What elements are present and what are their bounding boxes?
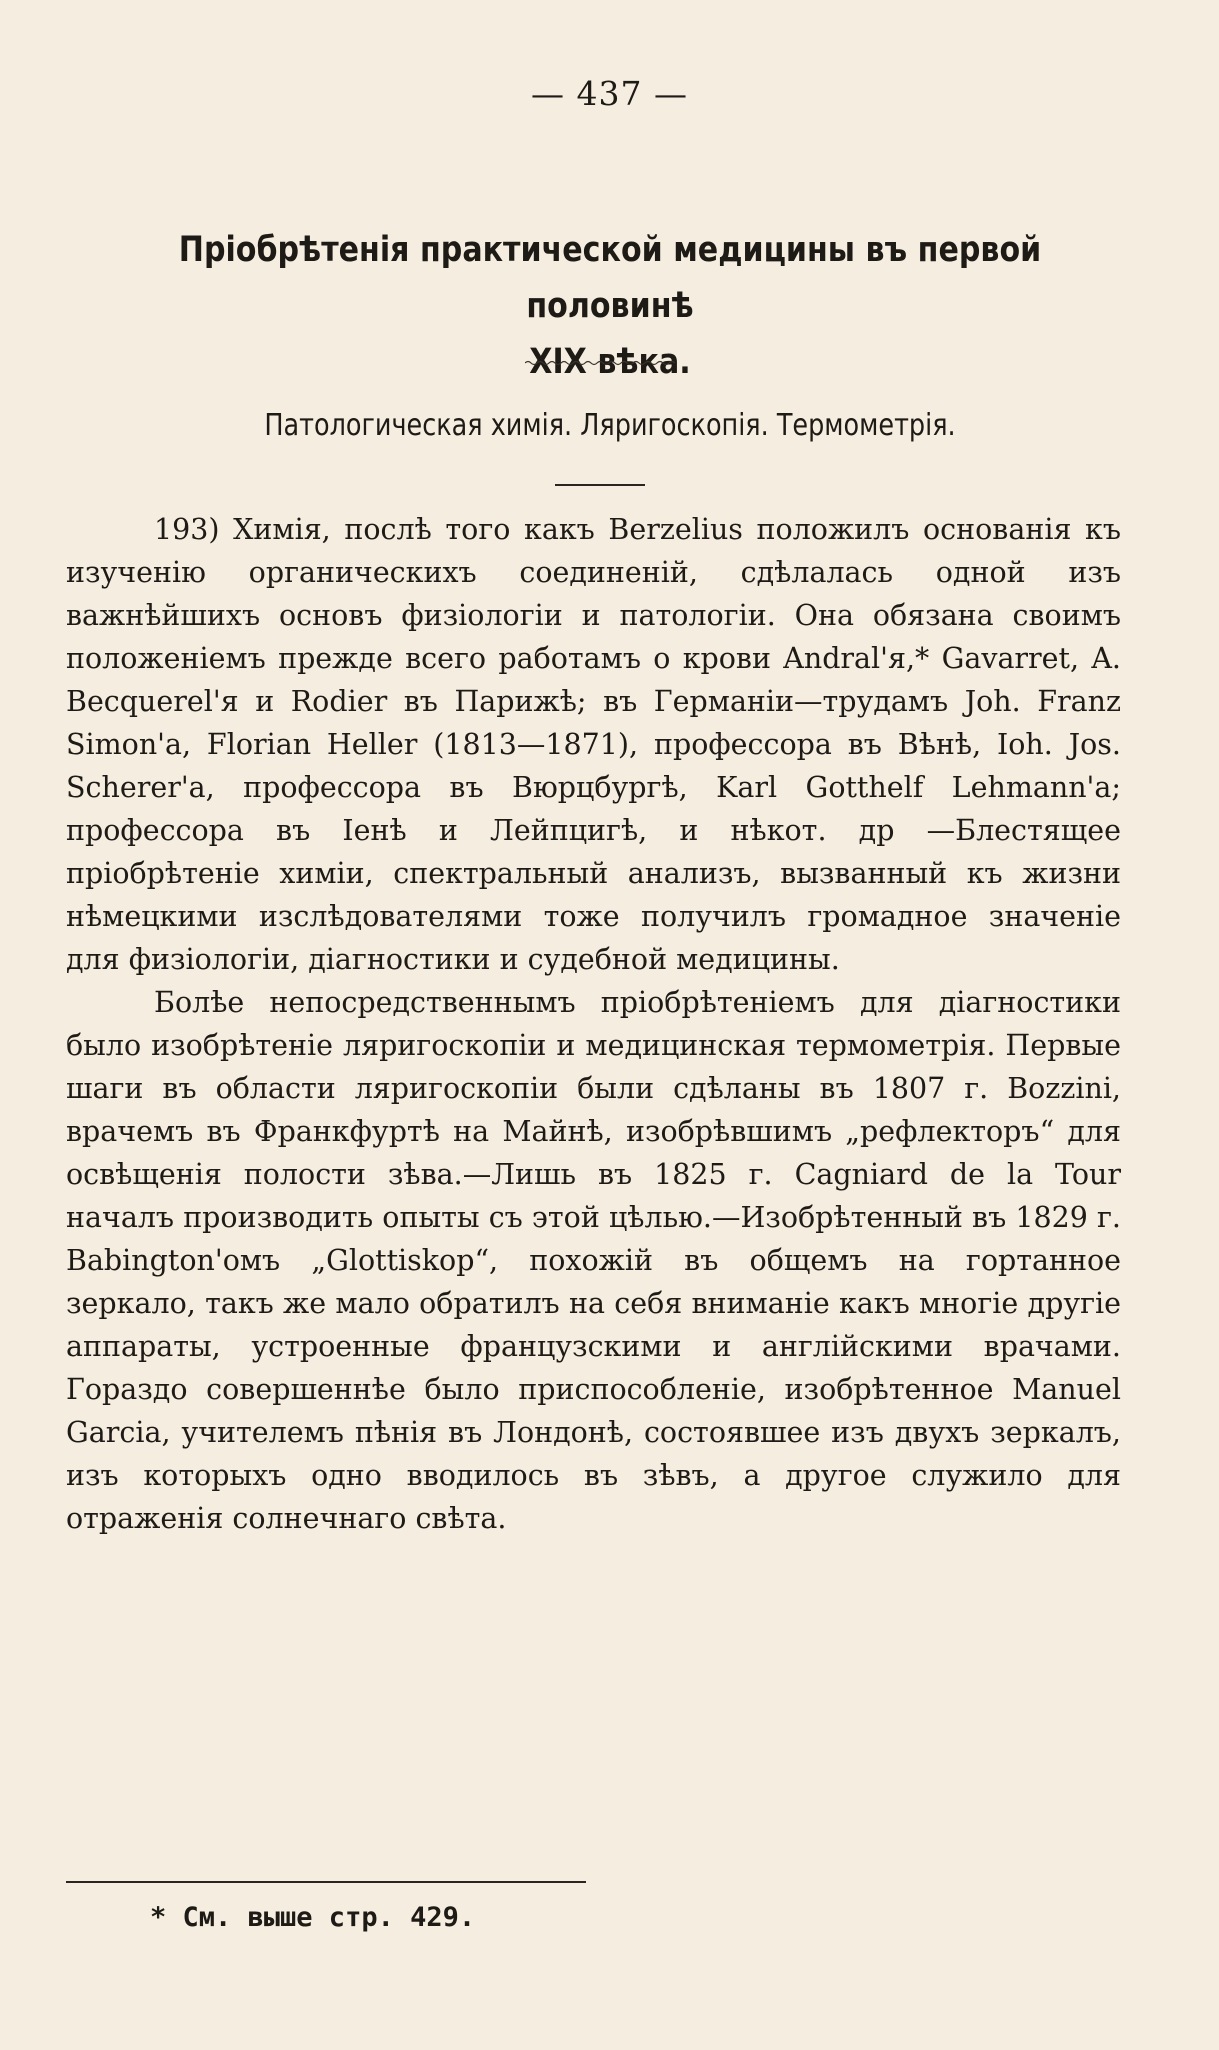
chapter-title-line-2: XIX вѣка.: [529, 342, 691, 382]
decorative-wavy-rule: [525, 360, 675, 366]
section-subtitle: Патологическая химія. Ляригоскопія. Термометрія.: [264, 408, 956, 443]
subtitle-divider: [555, 484, 645, 486]
chapter-title-line-1: Пріобрѣтенія практической медицины въ первой половинѣ: [178, 230, 1042, 326]
paragraph-2: Болѣе непосредственнымъ пріобрѣтеніемъ для діагностики было изобрѣтеніе ляригоскопіи и медицинская термометрія. Первые шаги въ области ляригоскопіи были сдѣланы въ 1807 г. Bozzini, врачемъ въ Франкфуртѣ на Майнѣ, изобрѣвшимъ „рефлекторъ“ для освѣщенія полости зѣва.—Лишь въ 1825 г. Cagniard de la Tour началъ производить опыты съ этой цѣлью.—Изобрѣтенный въ 1829 г. Babington'омъ „Glottiskop“, похожій въ общемъ на гортанное зеркало, такъ же мало обратилъ на себя вниманіе какъ многіе другіе аппараты, устроенные французскими и англійскими врачами. Гораздо совершеннѣе было приспособленіе, изобрѣтенное Manuel Garcia, учителемъ пѣнія въ Лондонѣ, состоявшее изъ двухъ зеркалъ, изъ которыхъ одно вводилось въ зѣвъ, а другое служило для отраженія солнечнаго свѣта.: [66, 986, 1121, 1535]
body-text: [66, 508, 1121, 1540]
page-number: — 437 —: [531, 74, 688, 113]
footnote: * См. выше стр. 429.: [150, 1902, 476, 1933]
paragraph-1: 193) Химія, послѣ того какъ Berzelius положилъ основанія къ изученію органическихъ соединеній, сдѣлалась одной изъ важнѣйшихъ основъ физіологіи и патологіи. Она обязана своимъ положеніемъ прежде всего работамъ о крови Andral'я,* Gavarret, A. Becquerel'я и Rodier въ Парижѣ; въ Германіи—трудамъ Joh. Franz Simon'a, Florian Heller (1813—1871), профессора въ Вѣнѣ, Ioh. Jos. Scherer'a, профессора въ Вюрцбургѣ, Karl Gotthelf Lehmann'a; профессора въ Іенѣ и Лейпцигѣ, и нѣкот. др —Блестящее пріобрѣтеніе химіи, спектральный анализъ, вызванный къ жизни нѣмецкими изслѣдователями тоже получилъ громадное значеніе для физіологіи, діагностики и судебной медицины.: [66, 513, 1121, 976]
footnote-divider: [66, 1881, 586, 1883]
